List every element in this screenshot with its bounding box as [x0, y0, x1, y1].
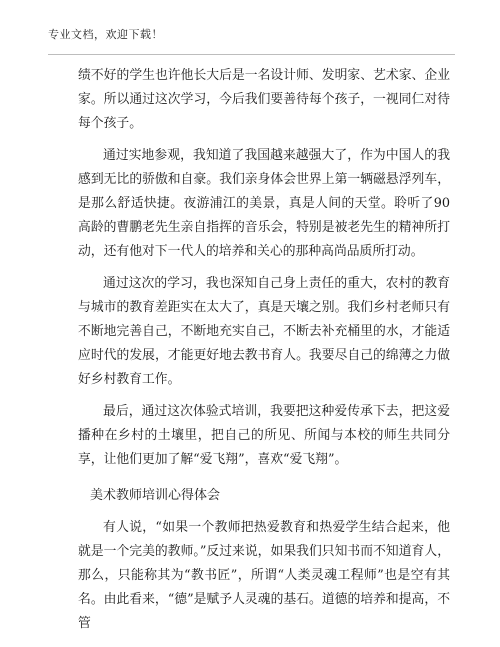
document-body: [78, 64, 450, 636]
section-title: 美术教师培训心得体会: [90, 488, 221, 503]
section-paragraph: 有人说，“如果一个教师把热爱教育和热爱学生结合起来，他就是一个完美的教师。”反过来说，如果我们只知书而不知道育人，那么，只能称其为“教书匠”，所谓“人类灵魂工程师”也是空有其名。由此看来，“德”是赋予人灵魂的基石。道德的培养和提高，不管: [78, 520, 450, 631]
page-header: 专业文档，欢迎下载！: [48, 28, 163, 41]
paragraph-2: 通过实地参观，我知道了我国越来越强大了，作为中国人的我感到无比的骄傲和自豪。我们亲身体会世界上第一辆磁悬浮列车，是那么舒适快捷。夜游浦江的美景，真是人间的天堂。聆听了90高龄的曹鹏老先生亲自指挥的音乐会，特别是被老先生的精神所打动，还有他对下一代人的培养和关心的那种高尚品质所打动。: [78, 148, 450, 259]
paragraph-4: 最后，通过这次体验式培训，我要把这种爱传承下去，把这爱播种在乡村的土壤里，把自己的所见、所闻与本校的师生共同分享，让他们更加了解“爱飞翔”，喜欢“爱飞翔”。: [78, 404, 450, 467]
paragraph-1: 绩不好的学生也许他长大后是一名设计师、发明家、艺术家、企业家。所以通过这次学习，今后我们要善待每个孩子，一视同仁对待每个孩子。: [78, 68, 450, 131]
paragraph-3: 通过这次的学习，我也深知自己身上责任的重大，农村的教育与城市的教育差距实在太大了，真是天壤之别。我们乡村老师只有不断地完善自己，不断地充实自己，不断去补充桶里的水，才能适应时代的发展，才能更好地去教书育人。我要尽自己的绵薄之力做好乡村教育工作。: [78, 276, 450, 387]
header-divider: [48, 54, 455, 55]
